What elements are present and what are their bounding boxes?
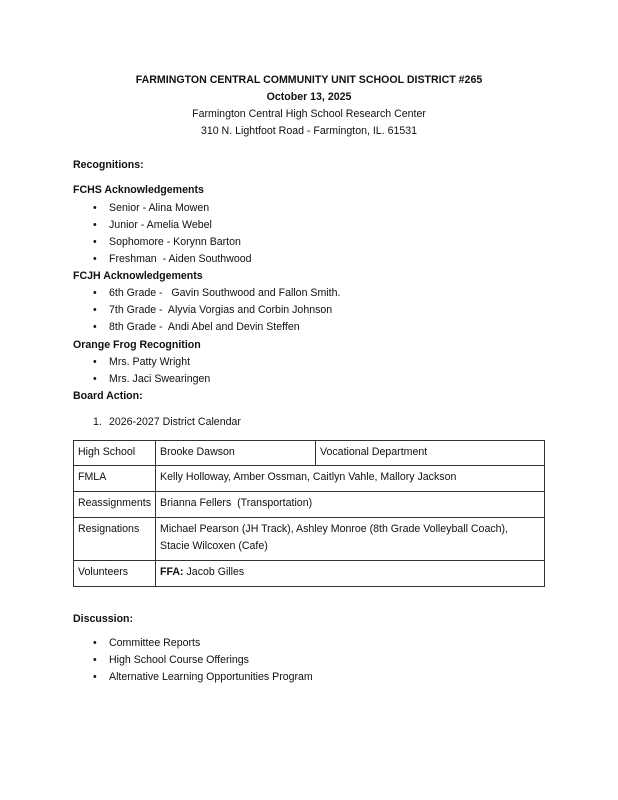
meeting-date: October 13, 2025: [266, 91, 352, 103]
bullet: •: [93, 253, 97, 265]
fchs-heading: FCHS Acknowledgements: [73, 184, 204, 196]
table-row: [74, 466, 545, 492]
list-item-text: High School Course Offerings: [109, 654, 249, 666]
bullet: •: [93, 219, 97, 231]
row-label: Resignations: [74, 518, 156, 561]
board-action-heading: Board Action:: [73, 390, 143, 402]
list-item-text: 8th Grade - Andi Abel and Devin Steffen: [109, 321, 300, 333]
personnel-table: [73, 440, 545, 587]
list-item-text: Alternative Learning Opportunities Program: [109, 671, 313, 683]
bullet: •: [93, 304, 97, 316]
cell: Kelly Holloway, Amber Ossman, Caitlyn Vahle, Mallory Jackson: [156, 466, 545, 492]
meeting-address: 310 N. Lightfoot Road - Farmington, IL. 61531: [200, 125, 418, 137]
bullet: •: [93, 373, 97, 385]
bullet: •: [93, 202, 97, 214]
row-label: FMLA: [74, 466, 156, 492]
bullet: •: [93, 356, 97, 368]
district-title: FARMINGTON CENTRAL COMMUNITY UNIT SCHOOL DISTRICT #265: [135, 74, 483, 86]
item-number: 1.: [93, 416, 102, 428]
cell: Vocational Department: [316, 441, 545, 466]
list-item-text: Mrs. Patty Wright: [109, 356, 191, 368]
cell-text: Jacob Gilles: [183, 566, 245, 578]
bullet: •: [93, 637, 97, 649]
recognitions-heading: Recognitions:: [73, 159, 144, 171]
meeting-location: Farmington Central High School Research Center: [192, 108, 426, 120]
numbered-item-text: 2026-2027 District Calendar: [109, 416, 241, 428]
row-label: Reassignments: [74, 492, 156, 518]
bullet: •: [93, 236, 97, 248]
table-row: [74, 561, 545, 587]
list-item-text: 7th Grade - Alyvia Vorgias and Corbin Johnson: [109, 304, 333, 316]
table-row: [74, 492, 545, 518]
discussion-heading: Discussion:: [73, 613, 134, 625]
bullet: •: [93, 287, 97, 299]
cell: Brooke Dawson: [156, 441, 316, 466]
cell: [156, 561, 545, 587]
bullet: •: [93, 654, 97, 666]
row-label: Volunteers: [74, 561, 156, 587]
cell: Brianna Fellers (Transportation): [156, 492, 545, 518]
list-item-text: Junior - Amelia Webel: [109, 219, 212, 231]
orange-frog-heading: Orange Frog Recognition: [73, 339, 201, 351]
fcjh-heading: FCJH Acknowledgements: [73, 270, 203, 282]
list-item-text: Mrs. Jaci Swearingen: [109, 373, 211, 385]
list-item-text: Sophomore - Korynn Barton: [109, 236, 241, 248]
list-item-text: Freshman - Aiden Southwood: [109, 253, 252, 265]
table-row: [74, 518, 545, 561]
bullet: •: [93, 321, 97, 333]
bullet: •: [93, 671, 97, 683]
list-item-text: Senior - Alina Mowen: [109, 202, 210, 214]
table-row: [74, 441, 545, 466]
list-item-text: Committee Reports: [109, 637, 201, 649]
row-label: High School: [74, 441, 156, 466]
cell: Michael Pearson (JH Track), Ashley Monroe (8th Grade Volleyball Coach), Stacie Wilcoxen (Cafe): [156, 518, 545, 561]
list-item-text: 6th Grade - Gavin Southwood and Fallon Smith.: [109, 287, 341, 299]
cell-prefix: FFA:: [160, 566, 184, 578]
